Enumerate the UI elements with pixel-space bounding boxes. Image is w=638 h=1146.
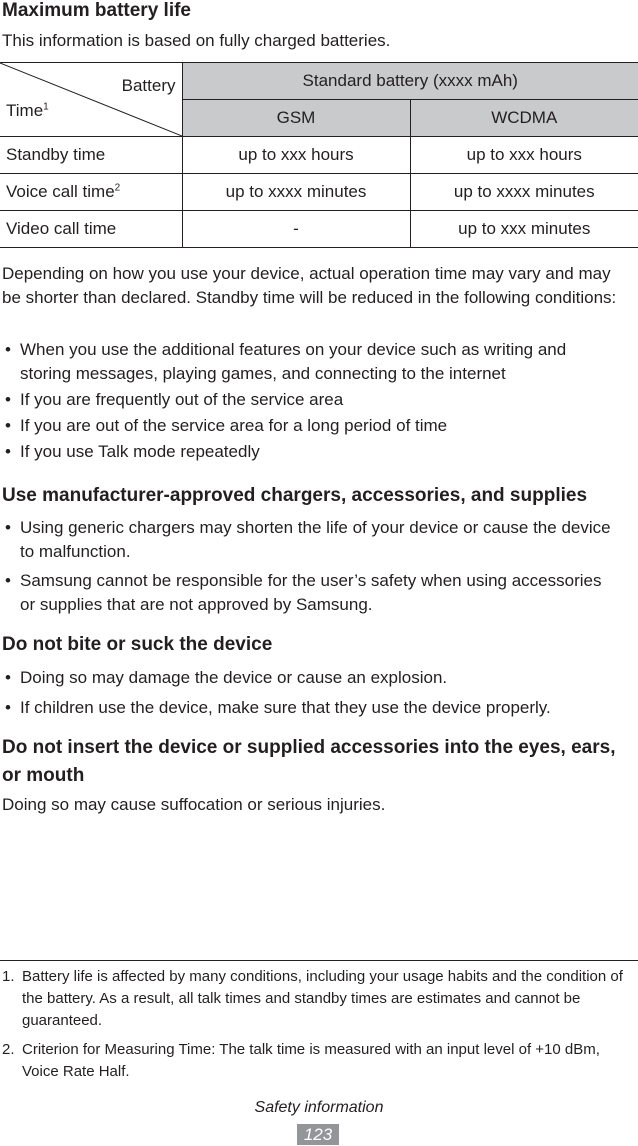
- footnote-item: [0, 966, 636, 1032]
- table-group-header: Standard battery (xxxx mAh): [182, 63, 638, 100]
- corner-time-label: Time$^1$: [6, 101, 49, 120]
- table-row: [0, 211, 638, 248]
- battery-life-table: [0, 62, 638, 248]
- footnote-number: 2.: [2, 1041, 15, 1058]
- list-item: • If you are out of the service area for a long period of time: [0, 414, 620, 438]
- footnote-item: [0, 1039, 636, 1083]
- section-heading-chargers: Use manufacturer-approved chargers, accessories, and supplies: [2, 485, 588, 506]
- list-item: • When you use the additional features on your device such as writing and storing messages, playing games, and connecting to the internet: [0, 338, 620, 386]
- list-item: • Using generic chargers may shorten the life of your device or cause the device to malfunction.: [0, 516, 620, 564]
- table-corner-cell: [0, 63, 182, 137]
- section-heading-battery-life: Maximum battery life: [2, 0, 191, 21]
- corner-diagonal-line: [0, 63, 182, 136]
- footer-section-title: Safety information: [254, 1099, 384, 1116]
- battery-intro-text: This information is based on fully charged batteries.: [2, 31, 391, 50]
- page-number: 123: [297, 1124, 339, 1145]
- list-item: • Samsung cannot be responsible for the user’s safety when using accessories or supplies that are not approved by Samsung.: [0, 569, 620, 617]
- list-item: • If you use Talk mode repeatedly: [0, 440, 620, 464]
- footnote-text: Criterion for Measuring Time: The talk time is measured with an input level of +10 dBm, Voice Rate Half.: [22, 1041, 600, 1080]
- table-row: [0, 174, 638, 211]
- list-item: • If you are frequently out of the service area: [0, 388, 620, 412]
- insert-text: Doing so may cause suffocation or serious injuries.: [2, 795, 386, 814]
- row-label: Video call time: [0, 211, 182, 248]
- footnotes-list: [0, 966, 636, 1083]
- footnote-number: 1.: [2, 968, 15, 985]
- table-header-wcdma: WCDMA: [410, 100, 638, 137]
- section-heading-bite: Do not bite or suck the device: [2, 634, 273, 655]
- row-label: Standby time: [0, 137, 182, 174]
- cell-gsm: up to xxx hours: [182, 137, 410, 174]
- section-heading-insert: Do not insert the device or supplied accessories into the eyes, ears, or mouth: [2, 737, 616, 786]
- table-header-gsm: GSM: [182, 100, 410, 137]
- list-item: • Doing so may damage the device or cause an explosion.: [0, 666, 620, 690]
- battery-note-text: Depending on how you use your device, actual operation time may vary and may be shorter than declared. Standby time will be reduced in the following conditions:: [2, 264, 617, 307]
- cell-gsm: -: [182, 211, 410, 248]
- cell-gsm: up to xxxx minutes: [182, 174, 410, 211]
- footnote-divider: [0, 960, 638, 961]
- cell-wcdma: up to xxxx minutes: [410, 174, 638, 211]
- table-row: [0, 137, 638, 174]
- chargers-list: [0, 516, 620, 617]
- corner-battery-label: Battery: [121, 76, 176, 95]
- cell-wcdma: up to xxx hours: [410, 137, 638, 174]
- footnote-text: Battery life is affected by many conditions, including your usage habits and the condition of the battery. As a result, all talk times and standby times are estimates and cannot be guaranteed.: [22, 968, 623, 1029]
- cell-wcdma: up to xxx minutes: [410, 211, 638, 248]
- bite-list: [0, 666, 620, 720]
- battery-conditions-list: [0, 338, 620, 464]
- row-label: Voice call time$^2$: [0, 174, 182, 211]
- list-item: • If children use the device, make sure that they use the device properly.: [0, 696, 620, 720]
